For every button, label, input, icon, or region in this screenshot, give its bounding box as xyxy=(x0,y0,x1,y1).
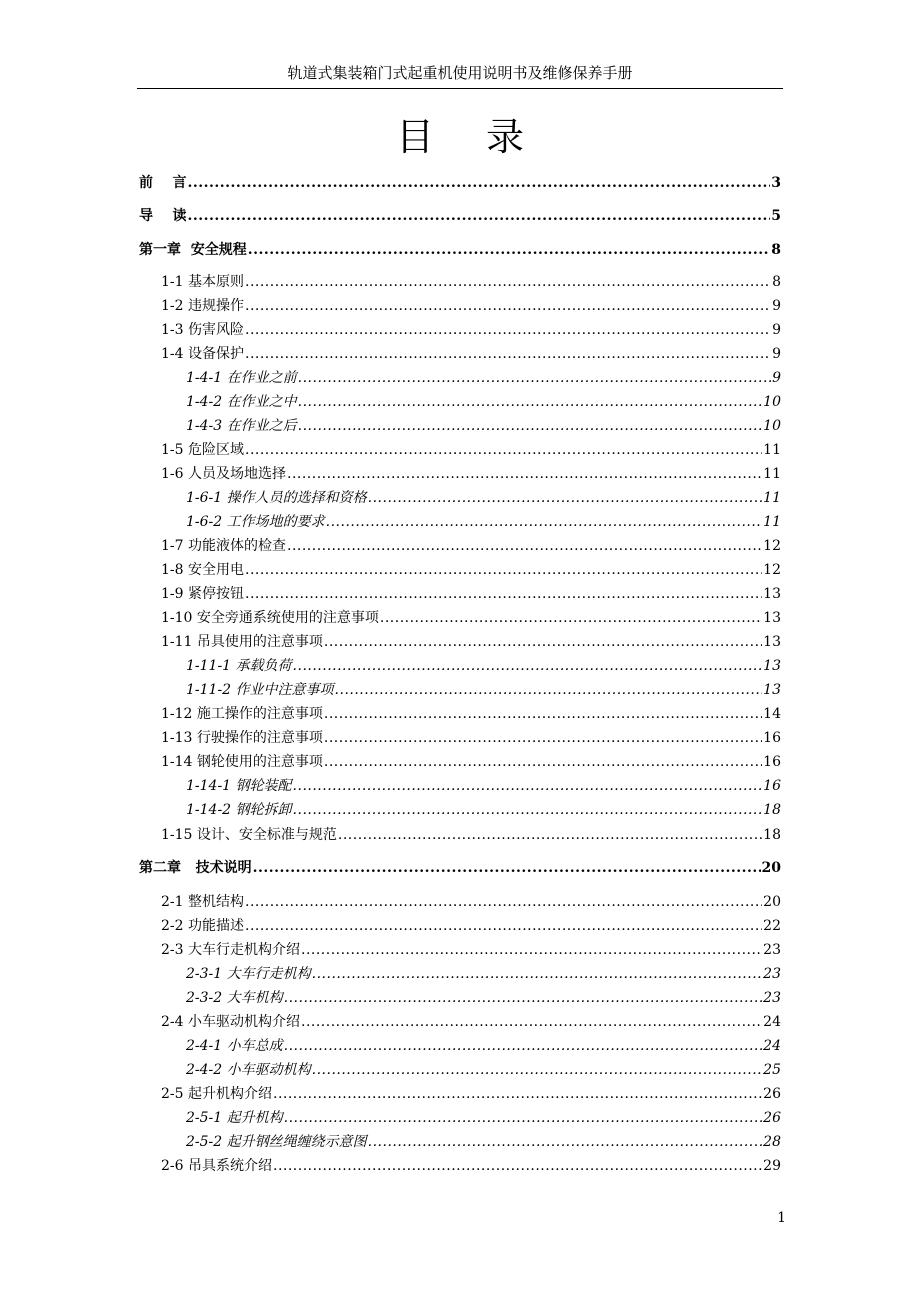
toc-entry-page: 23 xyxy=(763,966,781,982)
toc-entry[interactable] xyxy=(186,416,781,436)
toc-leader-dots xyxy=(287,536,762,556)
toc-entry-page: 18 xyxy=(763,802,781,818)
toc-entry-label: 2-4-1 小车总成 xyxy=(186,1038,283,1054)
toc-leader-dots xyxy=(380,608,762,628)
toc-entry[interactable] xyxy=(186,964,781,984)
toc-leader-dots xyxy=(368,1132,763,1152)
toc-entry-label: 1-15 设计、安全标准与规范 xyxy=(161,827,337,843)
toc-entry[interactable] xyxy=(161,296,781,316)
toc-entry-page: 11 xyxy=(763,442,781,458)
toc-entry-label: 1-14-2 钢轮拆卸 xyxy=(186,802,292,818)
toc-entry-label: 2-4-2 小车驱动机构 xyxy=(186,1062,311,1078)
toc-leader-dots xyxy=(324,632,762,652)
toc-leader-dots xyxy=(245,560,762,580)
toc-entry[interactable] xyxy=(161,560,781,580)
toc-entry[interactable] xyxy=(161,584,781,604)
toc-entry-page: 3 xyxy=(771,175,781,191)
toc-leader-dots xyxy=(324,728,762,748)
toc-entry-page: 25 xyxy=(763,1062,781,1078)
toc-entry[interactable] xyxy=(186,368,781,388)
toc-entry-label: 1-4 设备保护 xyxy=(161,346,244,362)
toc-leader-dots xyxy=(324,704,762,724)
toc-entry-page: 26 xyxy=(763,1110,781,1126)
toc-entry-label: 2-2 功能描述 xyxy=(161,918,244,934)
toc-entry-label: 第二章 技术说明 xyxy=(139,860,252,876)
toc-entry-page: 13 xyxy=(763,634,781,650)
toc-entry[interactable] xyxy=(161,608,781,628)
toc-entry[interactable] xyxy=(186,776,781,796)
toc-leader-dots xyxy=(273,1084,762,1104)
toc-entry-label: 1-7 功能液体的检查 xyxy=(161,538,286,554)
toc-entry-page: 12 xyxy=(763,562,781,578)
toc-entry-page: 12 xyxy=(763,538,781,554)
toc-entry-label: 1-3 伤害风险 xyxy=(161,322,244,338)
toc-leader-dots xyxy=(293,776,763,796)
toc-entry[interactable] xyxy=(161,704,781,724)
toc-entry[interactable] xyxy=(186,680,781,700)
toc-leader-dots xyxy=(298,392,763,412)
toc-leader-dots xyxy=(245,440,762,460)
toc-entry[interactable] xyxy=(161,1156,781,1176)
toc-entry-page: 11 xyxy=(763,514,781,530)
toc-entry[interactable] xyxy=(161,272,781,292)
toc-entry-label: 2-5-2 起升钢丝绳缠绕示意图 xyxy=(186,1134,367,1150)
toc-leader-dots xyxy=(335,680,763,700)
toc-entry[interactable] xyxy=(186,488,781,508)
toc-entry-label: 1-11-2 作业中注意事项 xyxy=(186,682,334,698)
toc-leader-dots xyxy=(245,916,762,936)
toc-entry[interactable] xyxy=(161,440,781,460)
toc-entry-label: 1-9 紧停按钮 xyxy=(161,586,244,602)
toc-entry-label: 2-5-1 起升机构 xyxy=(186,1110,283,1126)
toc-entry-label: 2-3-1 大车行走机构 xyxy=(186,966,311,982)
toc-entry[interactable] xyxy=(186,1060,781,1080)
toc-entry[interactable] xyxy=(139,240,781,260)
toc-entry[interactable] xyxy=(161,632,781,652)
toc-entry-label: 1-8 安全用电 xyxy=(161,562,244,578)
toc-entry[interactable] xyxy=(161,728,781,748)
toc-entry-page: 16 xyxy=(763,778,781,794)
toc-entry[interactable] xyxy=(161,1012,781,1032)
toc-entry[interactable] xyxy=(161,940,781,960)
toc-entry[interactable] xyxy=(161,320,781,340)
toc-entry[interactable] xyxy=(186,512,781,532)
toc-title: 目录 xyxy=(395,115,576,159)
toc-entry-page: 29 xyxy=(763,1158,781,1174)
toc-entry[interactable] xyxy=(186,1036,781,1056)
toc-leader-dots xyxy=(287,464,762,484)
toc-leader-dots xyxy=(245,320,771,340)
toc-entry-label: 1-12 施工操作的注意事项 xyxy=(161,706,323,722)
toc-leader-dots xyxy=(245,584,762,604)
toc-entry-label: 2-3 大车行走机构介绍 xyxy=(161,942,300,958)
toc-leader-dots xyxy=(368,488,763,508)
toc-leader-dots xyxy=(188,206,771,226)
toc-leader-dots xyxy=(253,858,761,878)
toc-entry-label: 2-1 整机结构 xyxy=(161,894,244,910)
toc-entry-label: 2-5 起升机构介绍 xyxy=(161,1086,272,1102)
toc-entry-page: 22 xyxy=(763,918,781,934)
toc-entry-page: 13 xyxy=(763,610,781,626)
toc-entry-page: 9 xyxy=(772,322,781,338)
toc-leader-dots xyxy=(284,1108,763,1128)
toc-entry-page: 23 xyxy=(763,942,781,958)
toc-leader-dots xyxy=(338,825,762,845)
toc-leader-dots xyxy=(312,964,763,984)
toc-entry[interactable] xyxy=(161,344,781,364)
toc-leader-dots xyxy=(301,1012,762,1032)
toc-entry-label: 1-13 行驶操作的注意事项 xyxy=(161,730,323,746)
toc-entry-label: 1-4-1 在作业之前 xyxy=(186,370,297,386)
toc-entry-page: 20 xyxy=(761,860,781,876)
toc-entry-label: 前 言 xyxy=(139,175,187,191)
toc-entry-page: 5 xyxy=(771,208,781,224)
toc-leader-dots xyxy=(301,940,762,960)
toc-entry-page: 9 xyxy=(772,298,781,314)
toc-entry-page: 20 xyxy=(763,894,781,910)
toc-leader-dots xyxy=(298,416,763,436)
toc-entry-page: 23 xyxy=(763,990,781,1006)
toc-entry-label: 1-11 吊具使用的注意事项 xyxy=(161,634,323,650)
toc-leader-dots xyxy=(188,173,771,193)
toc-entry-label: 1-2 违规操作 xyxy=(161,298,244,314)
toc-leader-dots xyxy=(284,1036,763,1056)
toc-entry-label: 1-1 基本原则 xyxy=(161,274,244,290)
toc-entry-label: 1-14 钢轮使用的注意事项 xyxy=(161,754,323,770)
toc-entry-label: 2-4 小车驱动机构介绍 xyxy=(161,1014,300,1030)
toc-entry[interactable] xyxy=(161,825,781,845)
toc-entry[interactable] xyxy=(161,916,781,936)
toc-leader-dots xyxy=(326,512,763,532)
toc-entry-page: 14 xyxy=(763,706,781,722)
toc-leader-dots xyxy=(245,892,762,912)
toc-leader-dots xyxy=(284,988,763,1008)
toc-entry[interactable] xyxy=(186,392,781,412)
toc-entry-label: 2-6 吊具系统介绍 xyxy=(161,1158,272,1174)
toc-entry-page: 13 xyxy=(763,658,781,674)
toc-entry-label: 2-3-2 大车机构 xyxy=(186,990,283,1006)
toc-entry[interactable] xyxy=(139,858,781,878)
page-number: 1 xyxy=(777,1210,786,1226)
toc-entry[interactable] xyxy=(161,752,781,772)
toc-entry-label: 1-4-2 在作业之中 xyxy=(186,394,297,410)
running-header: 轨道式集装箱门式起重机使用说明书及维修保养手册 xyxy=(287,64,633,82)
toc-entry-label: 1-14-1 钢轮装配 xyxy=(186,778,292,794)
toc-entry[interactable] xyxy=(186,1108,781,1128)
toc-entry-page: 10 xyxy=(763,394,781,410)
toc-entry-page: 13 xyxy=(763,586,781,602)
toc-entry-label: 1-6-2 工作场地的要求 xyxy=(186,514,325,530)
toc-entry-page: 24 xyxy=(763,1014,781,1030)
toc-entry-page: 11 xyxy=(763,490,781,506)
toc-entry-page: 10 xyxy=(763,418,781,434)
toc-leader-dots xyxy=(298,368,771,388)
toc-entry[interactable] xyxy=(186,800,781,820)
toc-entry[interactable] xyxy=(186,656,781,676)
toc-entry-page: 18 xyxy=(763,827,781,843)
toc-entry-page: 28 xyxy=(763,1134,781,1150)
toc-leader-dots xyxy=(245,272,771,292)
toc-entry-label: 1-5 危险区域 xyxy=(161,442,244,458)
toc-leader-dots xyxy=(324,752,762,772)
toc-leader-dots xyxy=(293,656,763,676)
toc-leader-dots xyxy=(245,296,771,316)
toc-entry[interactable] xyxy=(186,1132,781,1152)
toc-entry-label: 1-4-3 在作业之后 xyxy=(186,418,297,434)
toc-entry-page: 11 xyxy=(763,466,781,482)
toc-entry[interactable] xyxy=(186,988,781,1008)
toc-leader-dots xyxy=(248,240,771,260)
toc-entry[interactable] xyxy=(161,1084,781,1104)
toc-leader-dots xyxy=(245,344,771,364)
toc-leader-dots xyxy=(312,1060,763,1080)
toc-entry-page: 8 xyxy=(772,274,781,290)
toc-entry-label: 1-10 安全旁通系统使用的注意事项 xyxy=(161,610,379,626)
toc-entry-page: 13 xyxy=(763,682,781,698)
toc-entry[interactable] xyxy=(161,536,781,556)
toc-entry-page: 26 xyxy=(763,1086,781,1102)
toc-entry-page: 8 xyxy=(771,242,781,258)
toc-entry-page: 16 xyxy=(763,730,781,746)
toc-entry[interactable] xyxy=(161,892,781,912)
toc-entry-label: 1-11-1 承载负荷 xyxy=(186,658,292,674)
toc-entry-label: 导 读 xyxy=(139,208,187,224)
toc-entry[interactable] xyxy=(139,206,781,226)
toc-entry-label: 1-6-1 操作人员的选择和资格 xyxy=(186,490,367,506)
toc-entry-label: 第一章 安全规程 xyxy=(139,242,247,258)
header-rule xyxy=(137,88,783,89)
toc-leader-dots xyxy=(273,1156,762,1176)
toc-entry-page: 9 xyxy=(772,346,781,362)
toc-entry[interactable] xyxy=(139,173,781,193)
toc-entry[interactable] xyxy=(161,464,781,484)
toc-entry-label: 1-6 人员及场地选择 xyxy=(161,466,286,482)
toc-entry-page: 16 xyxy=(763,754,781,770)
toc-leader-dots xyxy=(293,800,763,820)
toc-entry-page: 24 xyxy=(763,1038,781,1054)
toc-entry-page: 9 xyxy=(772,370,781,386)
